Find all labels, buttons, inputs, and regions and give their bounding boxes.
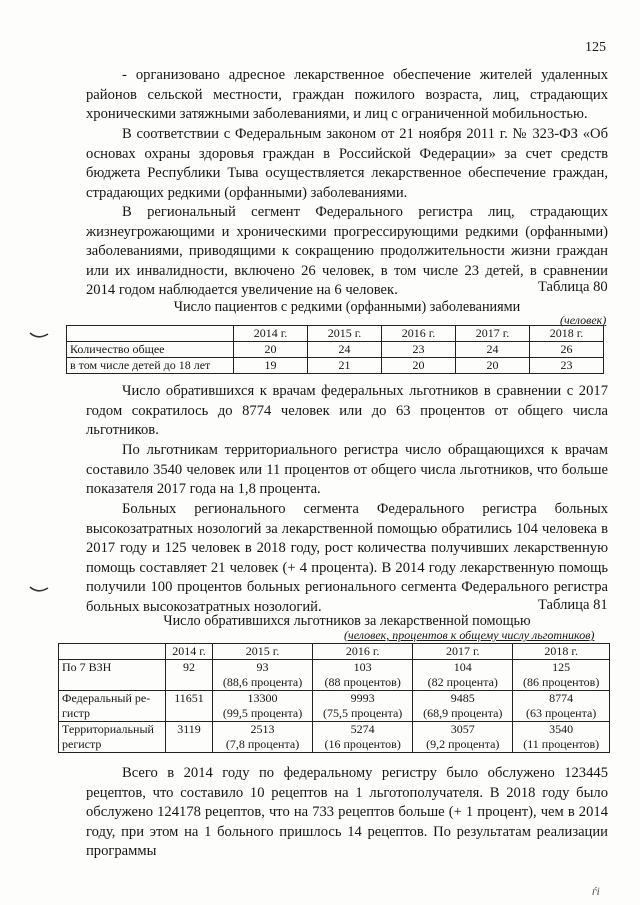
- table-row: [67, 342, 604, 358]
- table-row: [67, 358, 604, 374]
- paragraph-targeted-supply: - организовано адресное лекарственное обеспечение жителей удаленных районов сельской местности, граждан пожилого возраста, лиц, страдающих хроническими затяжными заболеваниями, и лиц с ограниченной мобильностью.: [86, 67, 608, 123]
- table81: [58, 643, 610, 753]
- table-cell: 24: [456, 342, 530, 358]
- table-header-cell: 2016 г.: [313, 644, 413, 660]
- table-header-cell: 2017 г.: [456, 326, 530, 342]
- table-cell: 92: [166, 660, 213, 691]
- table-row: [59, 691, 610, 722]
- table-cell: 19: [234, 358, 308, 374]
- table-cell: 3540 (11 процентов): [513, 722, 610, 753]
- table-cell: Территориальный регистр: [59, 722, 166, 753]
- table-cell: 3057 (9,2 процента): [413, 722, 513, 753]
- table-row: [59, 722, 610, 753]
- table-header-cell: 2018 г.: [513, 644, 610, 660]
- table-cell: 3119: [166, 722, 213, 753]
- table-cell: 13300 (99,5 процента): [213, 691, 313, 722]
- table-cell: 21: [308, 358, 382, 374]
- table-header-cell: 2017 г.: [413, 644, 513, 660]
- table-cell: 24: [308, 342, 382, 358]
- table-cell: 104 (82 процента): [413, 660, 513, 691]
- table-cell: 5274 (16 процентов): [313, 722, 413, 753]
- table-cell: 8774 (63 процента): [513, 691, 610, 722]
- paragraph-federal-law: В соответствии с Федеральным законом от 21 ноября 2011 г. № 323-ФЗ «Об основах охраны здоровья граждан в Российской Федерации» за счет средств бюджета Республики Тыва осуществляется лекарственное обеспечение граждан, страдающих редкими (орфанными) заболеваниями.: [86, 126, 608, 201]
- table-header-cell: 2015 г.: [308, 326, 382, 342]
- paragraph-territorial-register: По льготникам территориального регистра число обращающихся к врачам составило 3540 человек или 11 процентов от общего числа льготников, что больше показателя 2017 года на 1,8 процента.: [86, 442, 608, 498]
- table-cell: в том числе детей до 18 лет: [67, 358, 234, 374]
- table-cell: 26: [530, 342, 604, 358]
- table-cell: 125 (86 процентов): [513, 660, 610, 691]
- paragraph-federal-beneficiaries: Число обратившихся к врачам федеральных льготников в сравнении с 2017 годом сократилось до 8774 человек или до 63 процентов от общего числа льготников.: [86, 383, 608, 439]
- table-header-cell: 2014 г.: [234, 326, 308, 342]
- margin-tick-mark: [28, 584, 50, 598]
- table-cell: 9993 (75,5 процента): [313, 691, 413, 722]
- table-row: [59, 660, 610, 691]
- paragraph-prescriptions: Всего в 2014 году по федеральному регистру было обслужено 123445 рецептов, что составило 10 рецептов на 1 льготополучателя. В 2018 году было обслужено 124178 рецептов, что на 733 рецептов больше (+ 1 процент), чем в 2014 году, при этом на 1 больного пришлось 14 рецептов. По результатам реализации программы: [86, 765, 608, 860]
- table-header-cell: [67, 326, 234, 342]
- table81-units: (человек, процентов к общему числу льготников): [344, 628, 595, 642]
- table-header-row: [67, 326, 604, 342]
- table-cell: По 7 ВЗН: [59, 660, 166, 691]
- table80-units: (человек): [560, 313, 607, 327]
- table-cell: 23: [382, 342, 456, 358]
- handwritten-mark: ѓі: [592, 884, 600, 898]
- table80-label: Таблица 80: [538, 279, 608, 295]
- table-cell: 93 (88,6 процента): [213, 660, 313, 691]
- table-header-cell: 2015 г.: [213, 644, 313, 660]
- table80: [66, 325, 604, 374]
- table-cell: 20: [382, 358, 456, 374]
- table-header-cell: 2016 г.: [382, 326, 456, 342]
- table-header-cell: 2014 г.: [166, 644, 213, 660]
- table81-title: Число обратившихся льготников за лекарственной помощью: [163, 613, 531, 629]
- table-cell: 9485 (68,9 процента): [413, 691, 513, 722]
- margin-tick-mark: [28, 330, 50, 344]
- table-cell: 20: [456, 358, 530, 374]
- table-cell: 23: [530, 358, 604, 374]
- table-cell: 2513 (7,8 процента): [213, 722, 313, 753]
- table-header-row: [59, 644, 610, 660]
- table-header-cell: [59, 644, 166, 660]
- table-header-cell: 2018 г.: [530, 326, 604, 342]
- table-cell: 20: [234, 342, 308, 358]
- table80-title: Число пациентов с редкими (орфанными) заболеваниями: [173, 299, 521, 315]
- paragraph-orphan-register: В региональный сегмент Федерального регистра лиц, страдающих жизнеугрожающими и хроническими прогрессирующими редкими (орфанными) заболеваниями, приводящими к сокращению продолжительности жизни граждан или их инвалидности, включено 26 человек, в том числе 23 детей, в сравнении 2014 годом наблюдается увеличение на 6 человек.: [86, 204, 608, 299]
- page-number: 125: [585, 40, 606, 55]
- table-cell: Федеральный ре- гистр: [59, 691, 166, 722]
- table-cell: Количество общее: [67, 342, 234, 358]
- table81-label: Таблица 81: [538, 597, 608, 613]
- paragraph-high-cost-nosologies: Больных регионального сегмента Федерального регистра больных высокозатратных нозологий за лекарственной помощью обратились 104 человека в 2017 году и 125 человек в 2018 году, рост количества получивших лекарственную помощь составляет 21 человек (+ 4 процента). В 2014 году лекарственную помощь получили 100 процентов больных регионального сегмента Федерального регистра больных высокозатратных нозологий.: [86, 501, 608, 615]
- table-cell: 103 (88 процентов): [313, 660, 413, 691]
- table-cell: 11651: [166, 691, 213, 722]
